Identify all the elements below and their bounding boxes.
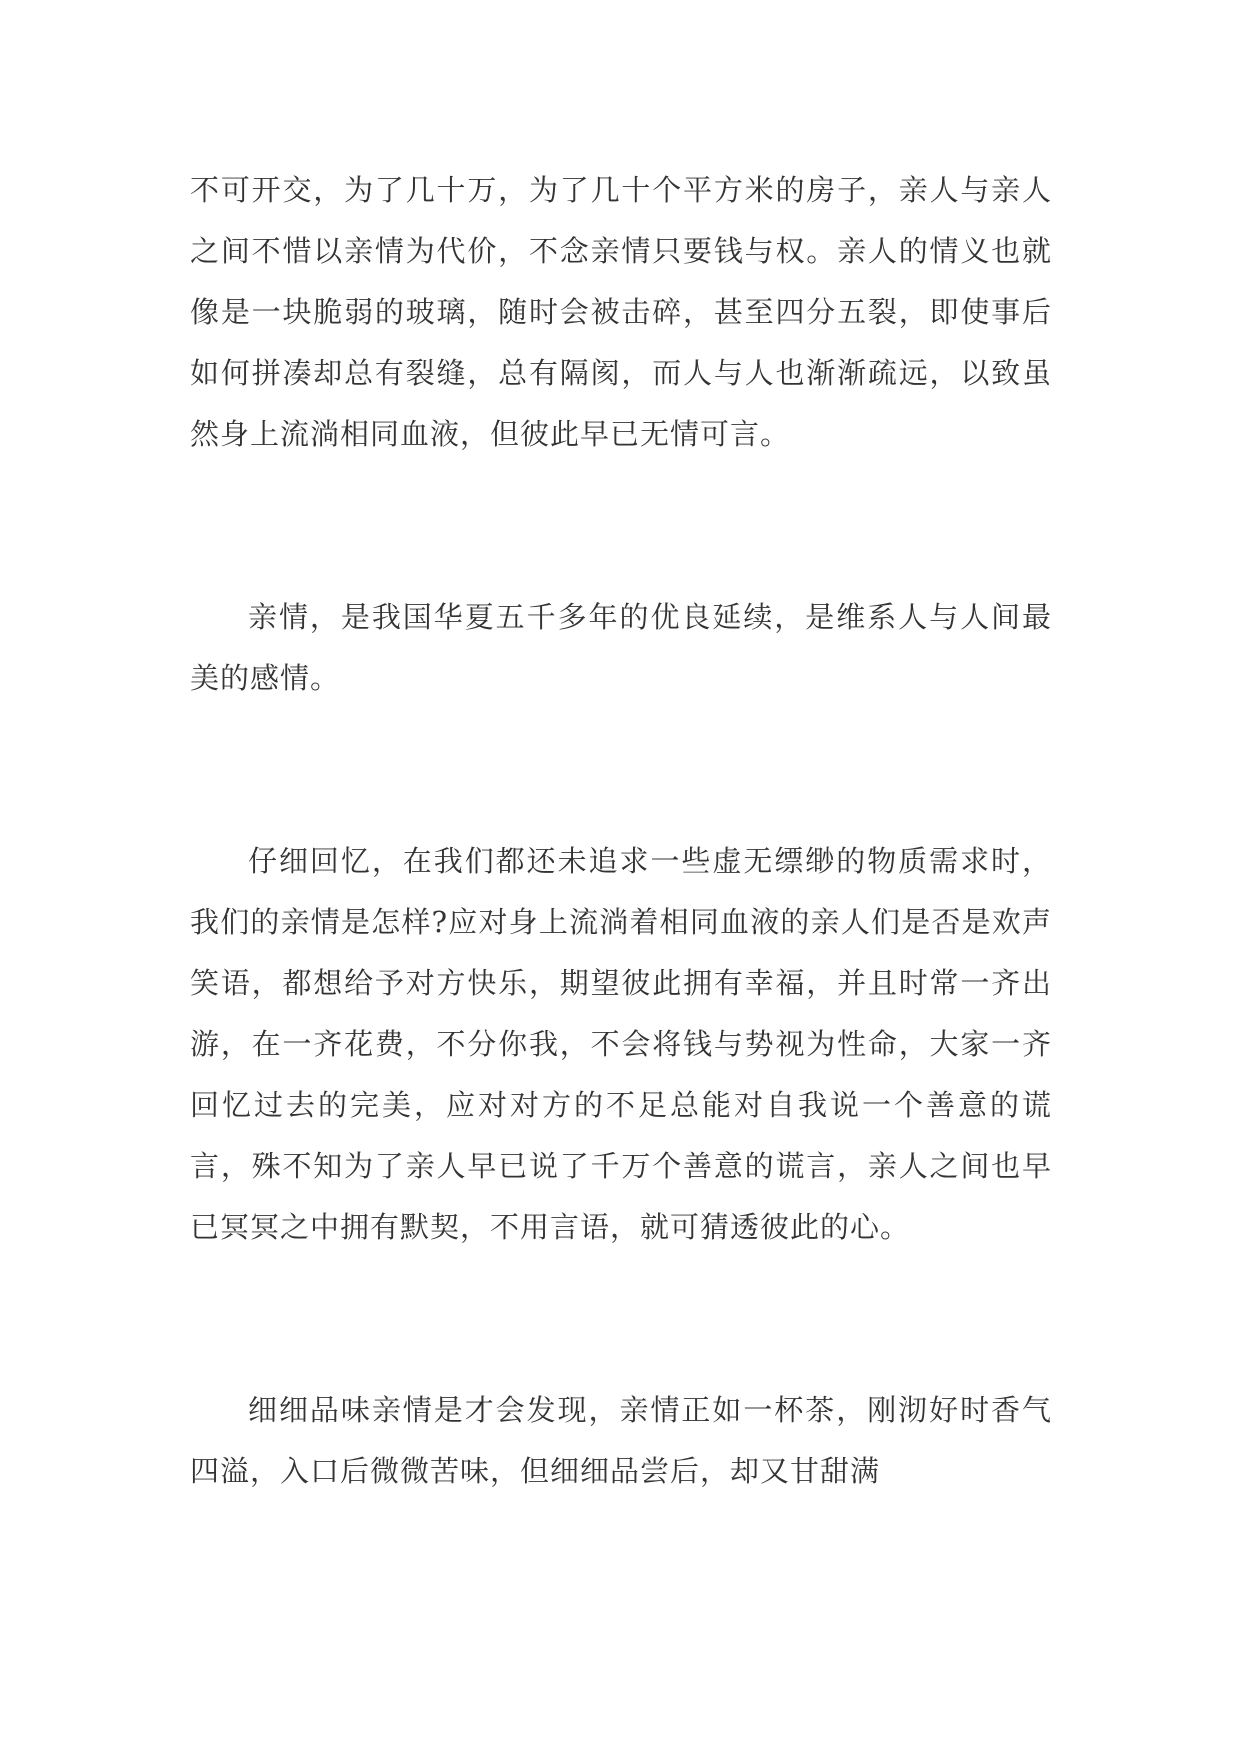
paragraph-1: 不可开交，为了几十万，为了几十个平方米的房子，亲人与亲人之间不惜以亲情为代价，不念亲情只要钱与权。亲人的情义也就像是一块脆弱的玻璃，随时会被击碎，甚至四分五裂，即使事后如何拼凑却总有裂缝，总有隔阂，而人与人也渐渐疏远，以致虽然身上流淌相同血液，但彼此早已无情可言。	[190, 173, 1052, 451]
document-body	[190, 160, 1052, 1502]
paragraph-2: 亲情，是我国华夏五千多年的优良延续，是维系人与人间最美的感情。	[190, 600, 1052, 695]
paragraph-4: 细细品味亲情是才会发现，亲情正如一杯茶，刚沏好时香气四溢，入口后微微苦味，但细细品尝后，却又甘甜满	[190, 1393, 1052, 1488]
paragraph-3: 仔细回忆，在我们都还未追求一些虚无缥缈的物质需求时，我们的亲情是怎样?应对身上流淌着相同血液的亲人们是否是欢声笑语，都想给予对方快乐，期望彼此拥有幸福，并且时常一齐出游，在一齐花费，不分你我，不会将钱与势视为性命，大家一齐回忆过去的完美，应对对方的不足总能对自我说一个善意的谎言，殊不知为了亲人早已说了千万个善意的谎言，亲人之间也早已冥冥之中拥有默契，不用言语，就可猜透彼此的心。	[190, 844, 1052, 1244]
